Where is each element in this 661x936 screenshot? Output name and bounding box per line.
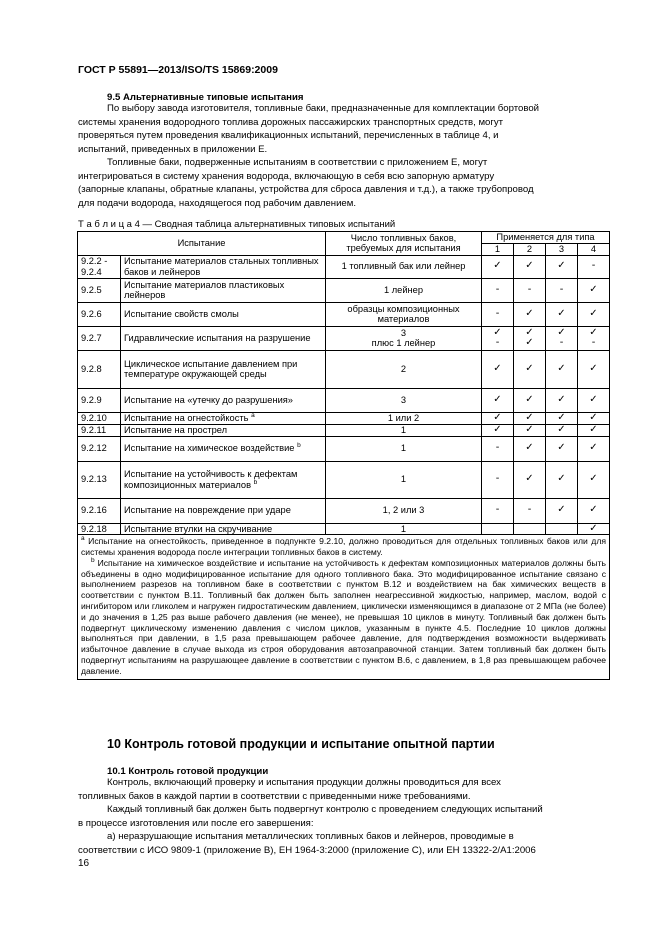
row-count: 1 bbox=[326, 461, 482, 498]
type-mark: ✓ bbox=[514, 424, 546, 436]
table-row bbox=[78, 412, 610, 424]
type-mark: ✓ - bbox=[482, 326, 514, 350]
type-mark: ✓ - bbox=[546, 326, 578, 350]
row-test-name: Испытание на огнестойкость $^a$ bbox=[121, 412, 326, 424]
row-test-name: Гидравлические испытания на разрушение bbox=[121, 326, 326, 350]
type-mark: - bbox=[546, 278, 578, 302]
row-test-name: Испытание материалов стальных топливных баков и лейнеров bbox=[121, 255, 326, 278]
footnote-a: $^a$ Испытание на огнестойкость, приведенное в подпункте 9.2.10, должно проводиться для отдельных топливных баков или для системы хранения водорода после интеграции топливных баков в систему. bbox=[81, 535, 606, 557]
type-mark: - bbox=[514, 278, 546, 302]
type-mark: ✓ bbox=[482, 412, 514, 424]
row-count-line: плюс 1 лейнер bbox=[371, 338, 436, 349]
text-line: системы хранения водородного топлива дорожных пассажирских транспортных средств, могут bbox=[78, 116, 504, 128]
text-line: Топливные баки, подверженные испытаниям в соответствии с приложением Е, могут bbox=[107, 157, 488, 168]
header-type: 4 bbox=[578, 244, 610, 256]
row-count-line: 3 bbox=[400, 327, 407, 338]
type-mark: ✓ bbox=[578, 424, 610, 436]
row-number: 9.2.6 bbox=[78, 302, 121, 326]
header-test: Испытание bbox=[78, 232, 326, 256]
text-line: соответствии с ИСО 9809-1 (приложение В), ЕН 1964-3:2000 (приложение С), или ЕН 13322-2/А1:2006 bbox=[78, 844, 536, 856]
type-mark: ✓ bbox=[578, 388, 610, 412]
type-mark: ✓ bbox=[482, 388, 514, 412]
text-line: испытаний, приведенных в приложении Е. bbox=[78, 143, 268, 155]
type-mark: ✓ bbox=[514, 350, 546, 388]
tests-table bbox=[77, 231, 610, 680]
type-mark: ✓ - bbox=[578, 326, 610, 350]
type-mark: ✓ bbox=[514, 302, 546, 326]
section-10-1-body bbox=[78, 776, 610, 857]
row-count: 1 bbox=[326, 424, 482, 436]
row-count: образцы композиционных материалов bbox=[326, 302, 482, 326]
type-mark: ✓ bbox=[578, 350, 610, 388]
text-line: а) неразрушающие испытания металлических топливных баков и лейнеров, проводимые в bbox=[107, 831, 514, 842]
row-number: 9.2.18 bbox=[78, 523, 121, 535]
type-mark: ✓ bbox=[578, 436, 610, 461]
row-test-name: Испытание свойств смолы bbox=[121, 302, 326, 326]
type-mark: - bbox=[578, 255, 610, 278]
row-count: 2 bbox=[326, 350, 482, 388]
text-line: Контроль, включающий проверку и испытания продукции должны проводиться для всех bbox=[107, 777, 501, 788]
row-number: 9.2.13 bbox=[78, 461, 121, 498]
row-number: 9.2.12 bbox=[78, 436, 121, 461]
text-line: в процессе изготовления или после его завершения: bbox=[78, 817, 314, 829]
text-line: (запорные клапаны, обратные клапаны, устройства для сброса давления и т.д.), а также трубопровод bbox=[78, 184, 534, 195]
type-mark: ✓ bbox=[546, 302, 578, 326]
page-number: 16 bbox=[78, 858, 90, 869]
type-mark: ✓ bbox=[578, 412, 610, 424]
row-test-name: Испытание на химическое воздействие $^b$ bbox=[121, 436, 326, 461]
type-mark: ✓ bbox=[546, 255, 578, 278]
row-count: 1 лейнер bbox=[326, 278, 482, 302]
row-test-name: Испытание на повреждение при ударе bbox=[121, 498, 326, 523]
row-count: 1 bbox=[326, 436, 482, 461]
section-10-1-title: 10.1 Контроль готовой продукции bbox=[107, 766, 269, 777]
type-mark: - bbox=[514, 498, 546, 523]
type-mark: ✓ bbox=[578, 523, 610, 535]
type-mark: ✓ bbox=[546, 412, 578, 424]
type-mark: ✓ bbox=[514, 436, 546, 461]
row-count: 1 топливный бак или лейнер bbox=[326, 255, 482, 278]
header-type: 2 bbox=[514, 244, 546, 256]
type-mark: - bbox=[482, 436, 514, 461]
row-test-name: Испытание на прострел bbox=[121, 424, 326, 436]
type-mark: ✓ bbox=[482, 350, 514, 388]
row-count: 3 bbox=[326, 388, 482, 412]
row-number: 9.2.11 bbox=[78, 424, 121, 436]
table-row bbox=[78, 498, 610, 523]
row-test-name: Испытание втулки на скручивание bbox=[121, 523, 326, 535]
type-mark: - bbox=[482, 278, 514, 302]
section-10-title: 10 Контроль готовой продукции и испытание опытной партии bbox=[107, 737, 495, 751]
type-mark bbox=[482, 523, 514, 535]
type-mark: ✓ bbox=[546, 350, 578, 388]
type-mark: ✓ bbox=[514, 412, 546, 424]
type-mark: - bbox=[482, 461, 514, 498]
type-mark: - bbox=[482, 498, 514, 523]
type-mark: ✓ bbox=[514, 388, 546, 412]
row-test-name: Испытание на устойчивость к дефектам композиционных материалов $^b$ bbox=[121, 461, 326, 498]
type-mark bbox=[514, 523, 546, 535]
row-count: 1 или 2 bbox=[326, 412, 482, 424]
type-mark: ✓ ✓ bbox=[514, 326, 546, 350]
table-caption: Т а б л и ц а 4 — Сводная таблица альтернативных типовых испытаний bbox=[78, 219, 396, 230]
section-9-5-title: 9.5 Альтернативные типовые испытания bbox=[107, 92, 304, 103]
row-count bbox=[326, 326, 482, 350]
type-mark: ✓ bbox=[578, 278, 610, 302]
type-mark: ✓ bbox=[578, 498, 610, 523]
row-number: 9.2.9 bbox=[78, 388, 121, 412]
table-row bbox=[78, 436, 610, 461]
row-number: 9.2.7 bbox=[78, 326, 121, 350]
row-number: 9.2.2 - 9.2.4 bbox=[78, 255, 121, 278]
footnote-b: $^b$ Испытание на химическое воздействие и испытание на устойчивость к дефектам композиционных материалов должны быть объединены в одно модифицированное испытание для одного топливного бака. Это модифицированное испытание связано с выполнением разрезов на топливном баке в соответствии с пунктом В.12 и воздействием на бак химических веществ в соответствии с пунктом В.11. Топливный бак должен быть заполнен неагрессивной жидкостью, например, маслом, водой с ингибитором или гликолем и нагружен гидростатическим давлением, циклически изменяющимся в диапазоне от 2 МПа (не более) и до значения в 1,25 раз выше рабочего давления (не менее), не превышая 10 циклов в минуту. Топливный бак должен быть подвергнут циклическому изменению давления с числом циклов, указанным в пункте 4.5. Последние 10 циклов должны выполняться при давлении, в 1,5 раза превышающем рабочее давление, для подтверждения возможности выдерживать избыточное давление в случае выхода из строя оборудования автозаправочной станции. Затем топливный бак должен быть подвергнут испытаниям на разрушающее давление в соответствии с пунктом В.6, с давлением, в 1,8 раз превышающем рабочее давление. bbox=[81, 556, 606, 676]
row-test-name: Испытание на «утечку до разрушения» bbox=[121, 388, 326, 412]
table-row bbox=[78, 350, 610, 388]
row-number: 9.2.16 bbox=[78, 498, 121, 523]
header-type: 1 bbox=[482, 244, 514, 256]
table-row bbox=[78, 461, 610, 498]
section-9-5-body bbox=[78, 102, 610, 210]
type-mark bbox=[546, 523, 578, 535]
text-line: для подачи водорода, находящегося под рабочим давлением. bbox=[78, 197, 357, 209]
text-line: топливных баков в каждой партии в соответствии с приведенными ниже требованиями. bbox=[78, 790, 471, 802]
type-mark: ✓ bbox=[546, 388, 578, 412]
row-number: 9.2.10 bbox=[78, 412, 121, 424]
type-mark: ✓ bbox=[514, 255, 546, 278]
table-row bbox=[78, 523, 610, 535]
table-row bbox=[78, 255, 610, 278]
table-footnotes-row bbox=[78, 535, 610, 679]
row-count: 1, 2 или 3 bbox=[326, 498, 482, 523]
type-mark: ✓ bbox=[546, 461, 578, 498]
text-line: проверяться путем проведения квалификационных испытаний, перечисленных в таблице 4, и bbox=[78, 130, 499, 141]
row-number: 9.2.5 bbox=[78, 278, 121, 302]
text-line: Каждый топливный бак должен быть подвергнут контролю с проведением следующих испытаний bbox=[107, 804, 543, 815]
header-applies: Применяется для типа bbox=[482, 232, 610, 244]
type-mark: - bbox=[482, 302, 514, 326]
table-row bbox=[78, 388, 610, 412]
table-row bbox=[78, 278, 610, 302]
table-footnotes bbox=[78, 535, 610, 679]
row-test-name: Циклическое испытание давлением при температуре окружающей среды bbox=[121, 350, 326, 388]
row-number: 9.2.8 bbox=[78, 350, 121, 388]
table-row bbox=[78, 424, 610, 436]
row-count: 1 bbox=[326, 523, 482, 535]
text-line: По выбору завода изготовителя, топливные баки, предназначенные для комплектации бортовой bbox=[107, 103, 540, 114]
row-test-name: Испытание материалов пластиковых лейнеров bbox=[121, 278, 326, 302]
type-mark: ✓ bbox=[482, 255, 514, 278]
document-header: ГОСТ Р 55891—2013/ISO/TS 15869:2009 bbox=[78, 64, 278, 76]
table-row bbox=[78, 302, 610, 326]
table-row bbox=[78, 326, 610, 350]
type-mark: ✓ bbox=[546, 424, 578, 436]
type-mark: ✓ bbox=[578, 302, 610, 326]
header-count: Число топливных баков, требуемых для испытания bbox=[326, 232, 482, 256]
type-mark: ✓ bbox=[514, 461, 546, 498]
text-line: интегрироваться в систему хранения водорода, включающую в себя всю запорную арматуру bbox=[78, 170, 495, 182]
type-mark: ✓ bbox=[546, 436, 578, 461]
type-mark: ✓ bbox=[578, 461, 610, 498]
header-type: 3 bbox=[546, 244, 578, 256]
type-mark: ✓ bbox=[482, 424, 514, 436]
type-mark: ✓ bbox=[546, 498, 578, 523]
